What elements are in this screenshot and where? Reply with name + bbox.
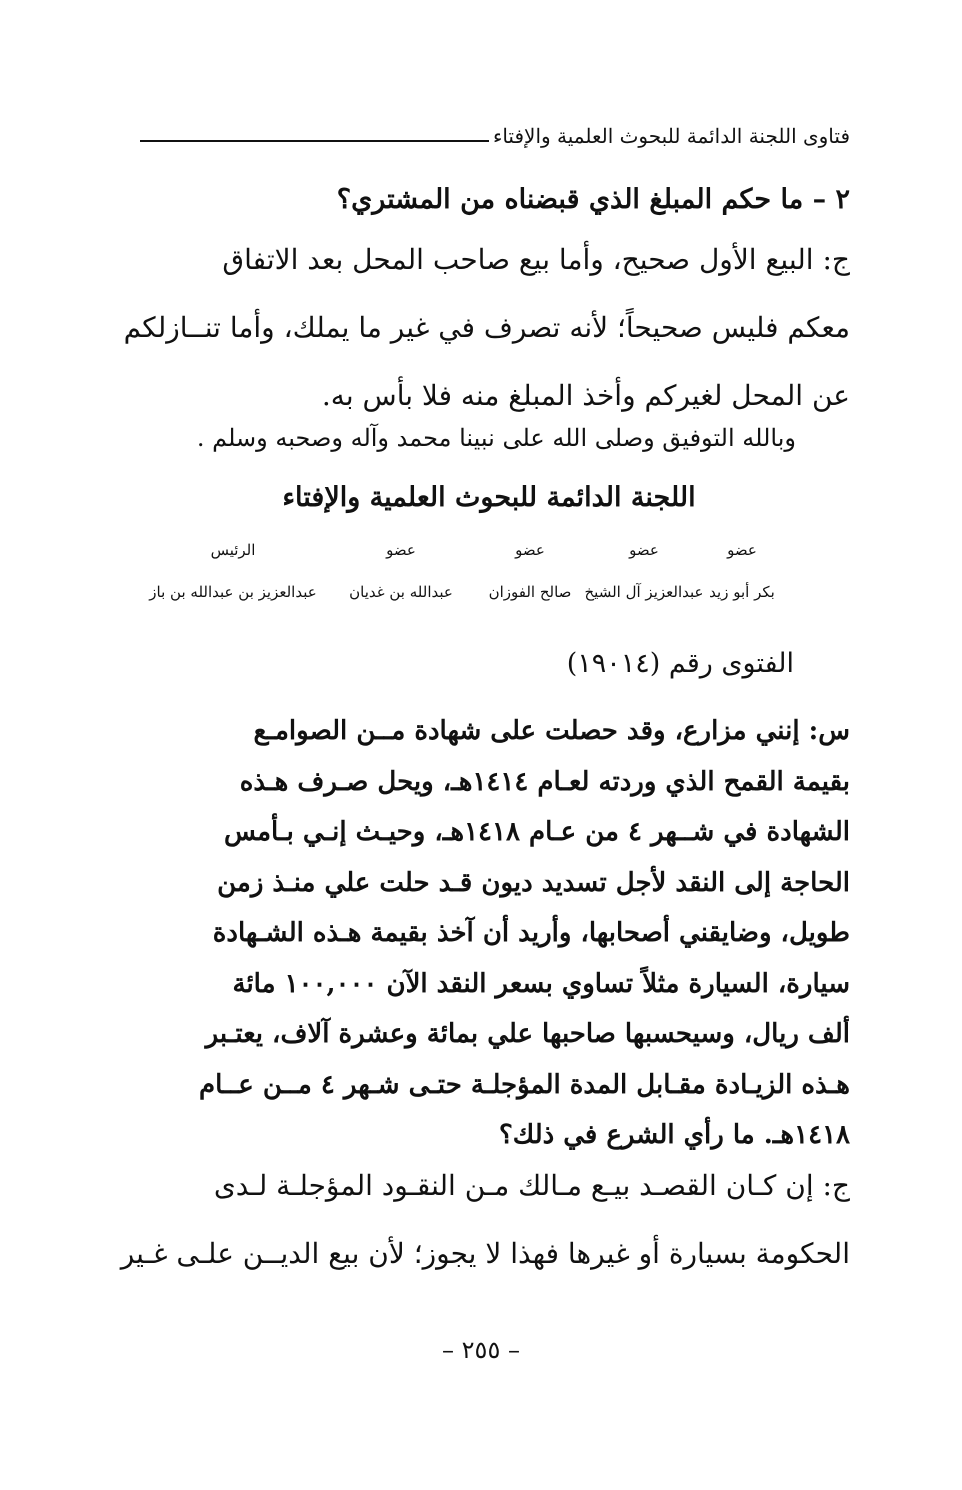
page-number: – ٢٥٥ – [442,1336,520,1364]
answer-one-line: عن المحل لغيركم وأخذ المبلغ منه فلا بأس به. [321,379,850,412]
signatory [338,540,464,602]
running-header [140,112,850,148]
question [128,706,850,1161]
signatory-name: عبدالعزيز بن عبدالله بن باز [149,583,317,601]
question-line: هـذه الزيـادة مقـابل المدة المؤجلـة حتـى شـهر ٤ مــن عــام [199,1069,850,1100]
question-line: ألف ريال، وسيحسبها صاحبها علي بمائة وعشرة آلاف، يعتـبر [205,1019,850,1049]
answer-two [120,1152,850,1288]
signatory-name: عبدالعزيز آل الشيخ [584,583,704,601]
signatory [576,540,712,602]
answer-one-line: ج: البيع الأول صحيح، وأما بيع صاحب المحل بعد الاتفاق [222,243,850,276]
signatory-role: الرئيس [210,541,256,559]
question-line: الحاجة إلى النقد لأجل تسديد ديون قـد حلت علي منـذ زمن [217,867,850,898]
question-two-heading: ٢ – ما حكم المبلغ الذي قبضناه من المشتري؟ [336,184,850,215]
signatory-name: بكر أبو زيد [709,583,775,601]
signatory-name: عبدالله بن غديان [349,583,453,601]
signatory [470,540,590,602]
signatory-role: عضو [629,541,659,559]
question-line: بقيمة القمح الذي وردته لعـام ١٤١٤هـ، ويحل صـرف هـذه [239,766,850,797]
answer-two-line: الحكومة بسيارة أو غيرها فهذا لا يجوز؛ لأن بيع الديــن علـى غـير [120,1237,850,1270]
question-line: طويل، وضايقني أصحابها، وأريد أن آخذ بقيمة هـذه الشـهادة [212,918,850,948]
signatory [138,540,328,602]
question-line: الشهادة في شــهر ٤ من عـام ١٤١٨هـ، وحيـث إنـي بـأمس [223,817,850,847]
committee-name: اللجنة الدائمة للبحوث العلمية والإفتاء [282,482,696,513]
answer-one [123,226,850,430]
question-line: س: إنني مزارع، وقد حصلت على شهادة مــن الصوامـع [253,716,850,746]
running-title: فتاوى اللجنة الدائمة للبحوث العلمية والإفتاء [492,124,850,148]
signatory-role: عضو [386,541,416,559]
signatory-name: صالح الفوزان [488,583,572,601]
answer-one-line: معكم فليس صحيحاً؛ لأنه تصرف في غير ما يملك، وأما تنــازلكم [123,311,850,344]
signatory-role: عضو [515,541,545,559]
signatories [140,540,798,610]
fatwa-number: الفتوى رقم (١٩٠١٤) [566,648,794,679]
header-rule [140,140,489,142]
signatory-role: عضو [727,541,757,559]
closing-formula: وبالله التوفيق وصلى الله على نبينا محمد وآله وصحبه وسلم . [196,424,796,452]
question-line: ١٤١٨هـ. ما رأي الشرع في ذلك؟ [499,1120,850,1150]
answer-two-line: ج: إن كـان القصـد بيـع مـالك مـن النقـود المؤجلـة لـدى [213,1169,850,1202]
question-line: سيارة، السيارة مثلاً تساوي بسعر النقد الآن ١٠٠,٠٠٠ مائة [232,968,850,999]
